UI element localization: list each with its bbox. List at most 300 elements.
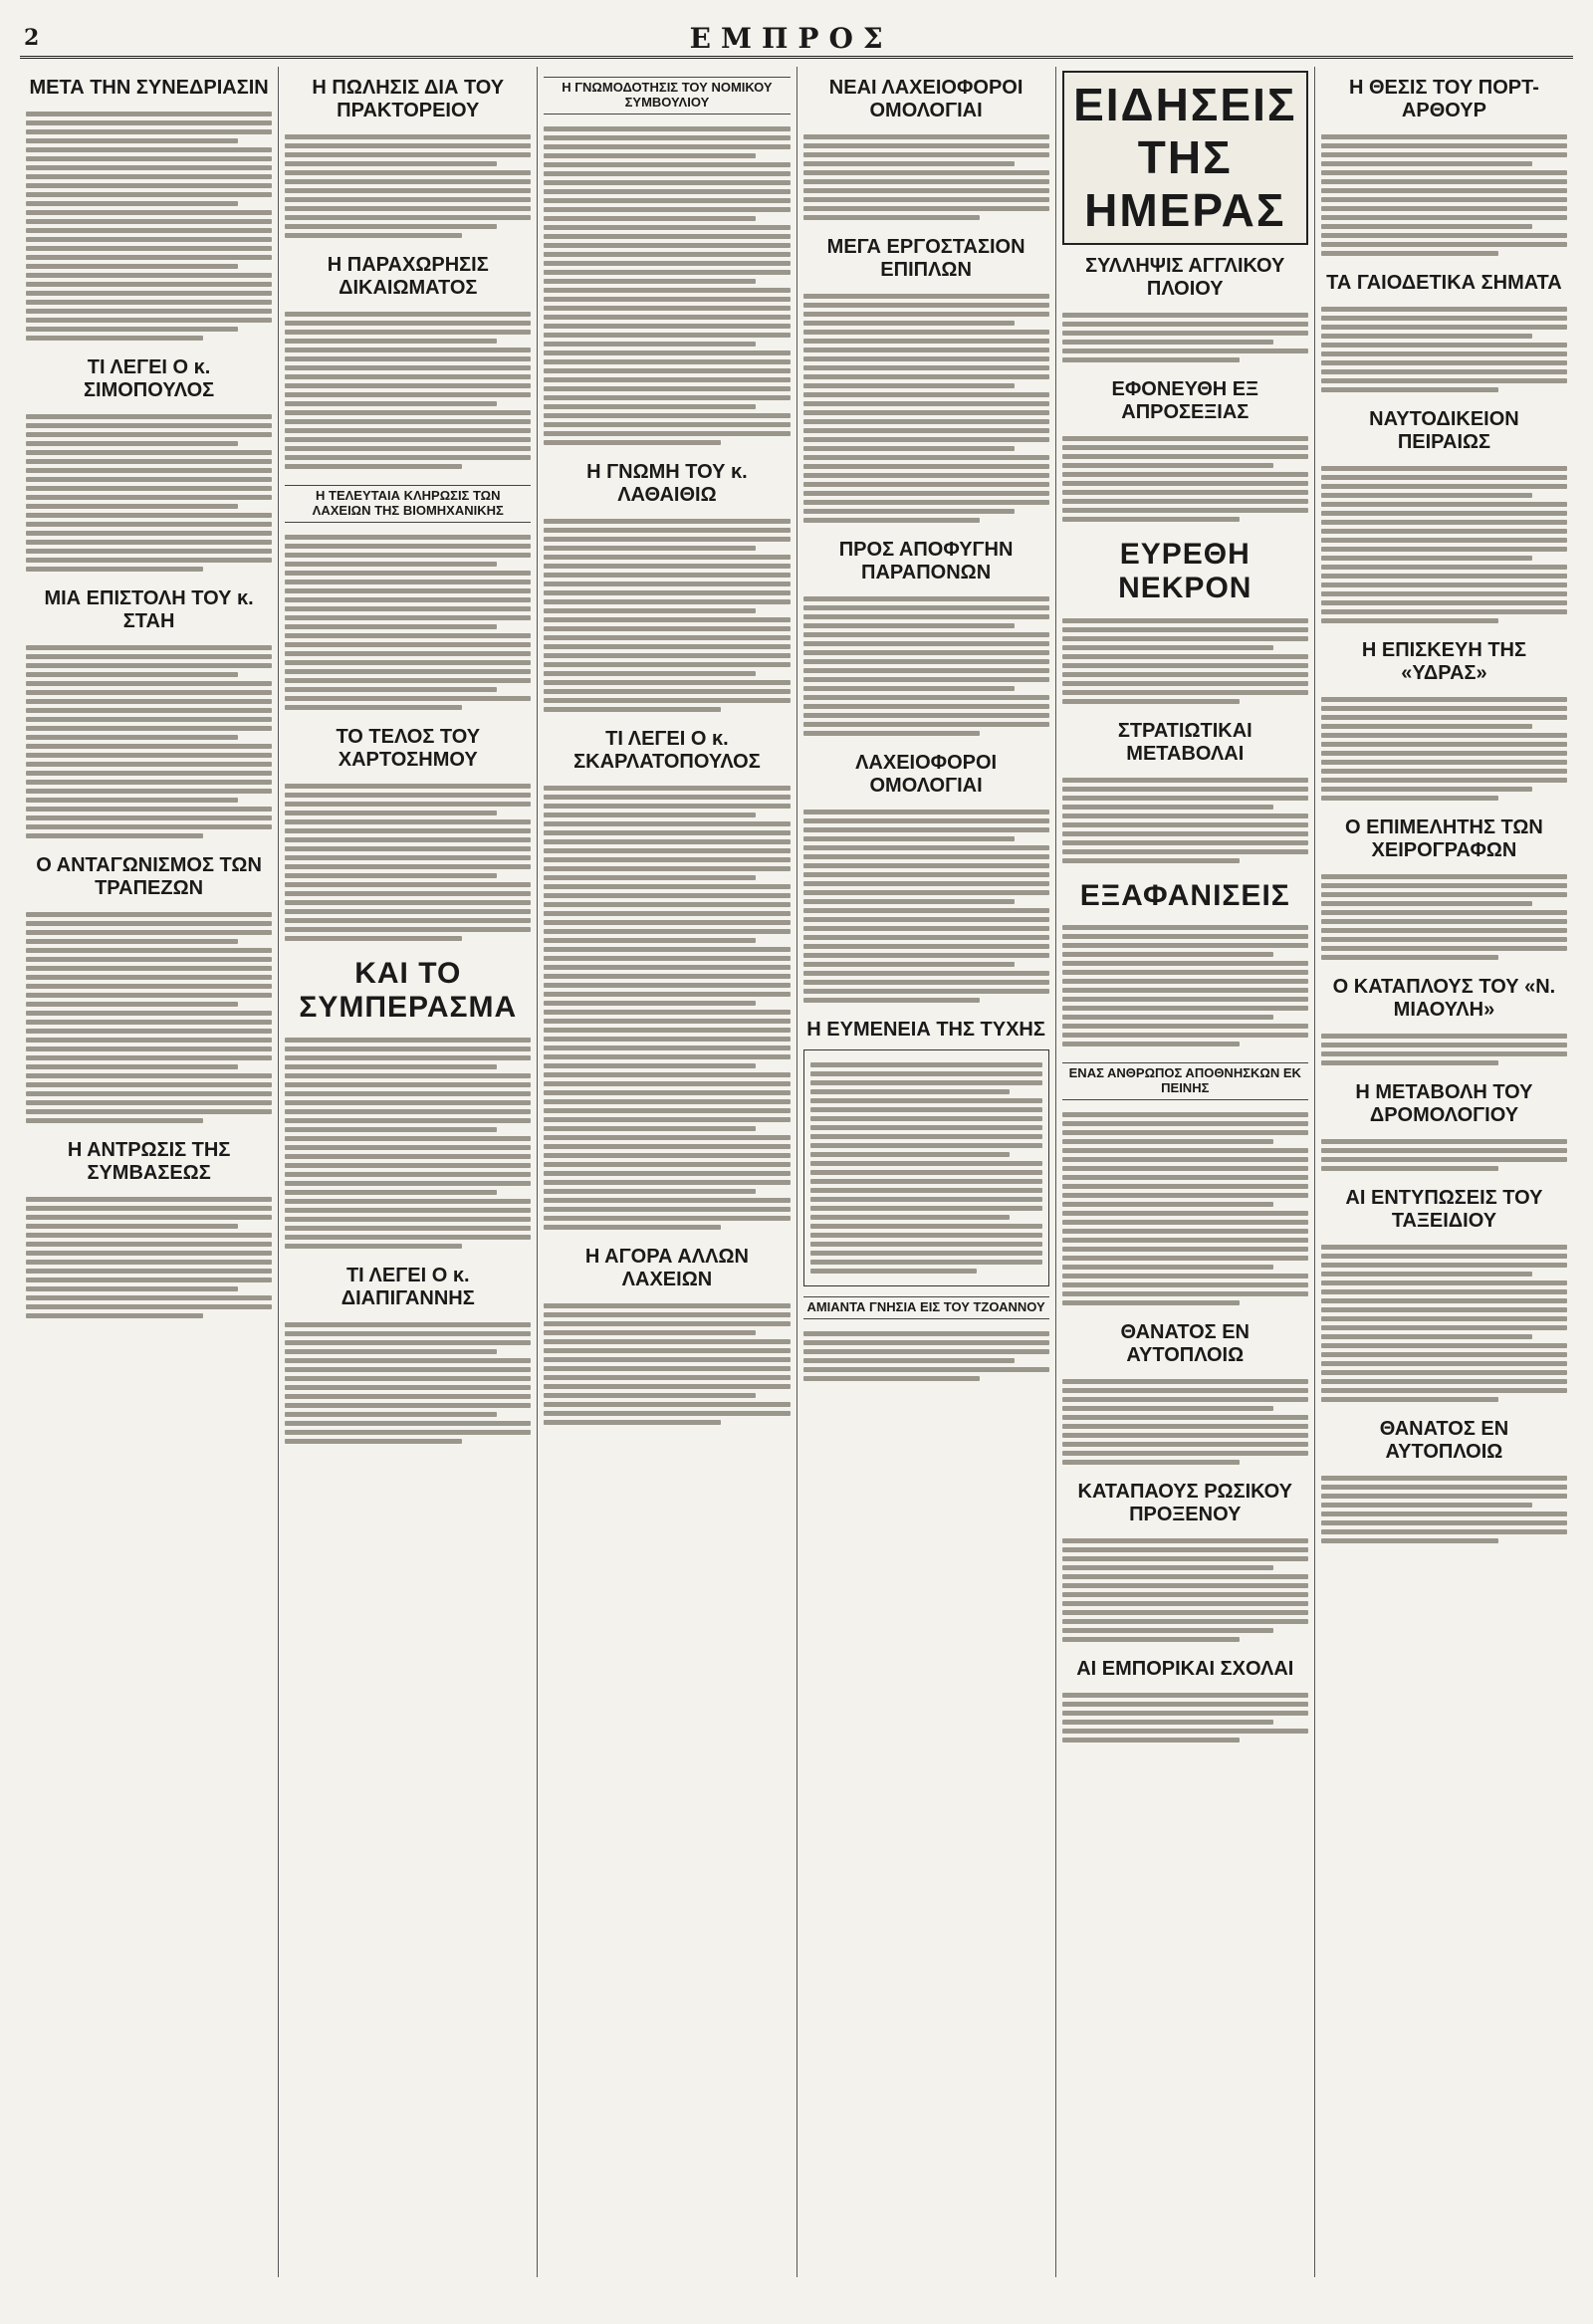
text-line: [1062, 934, 1308, 939]
text-line: [810, 1260, 1042, 1265]
text-line: [803, 836, 1016, 841]
headline: Η ΤΕΛΕΥΤΑΙΑ ΚΛΗΡΩΣΙΣ ΤΩΝ ΛΑΧΕΙΩΝ ΤΗΣ ΒΙΟΜΗΧΑΝΙΚΗΣ: [285, 485, 531, 523]
text-line: [1062, 1415, 1308, 1420]
text-line: [1321, 1379, 1567, 1384]
text-line: [285, 1064, 497, 1069]
text-line: [544, 1330, 756, 1335]
text-line: [803, 917, 1049, 922]
text-line: [26, 912, 272, 917]
text-line: [285, 1394, 531, 1399]
text-line: [544, 234, 790, 239]
text-line: [26, 1313, 203, 1318]
text-line: [1062, 1424, 1308, 1429]
text-line: [1062, 831, 1308, 836]
text-line: [544, 653, 790, 658]
text-line: [26, 477, 272, 482]
text-line: [1062, 690, 1308, 695]
text-line: [285, 571, 531, 576]
text-line: [26, 336, 203, 341]
text-line: [26, 540, 272, 545]
text-line: [26, 1002, 238, 1007]
column-4: [797, 67, 1056, 2277]
article-text: [285, 1316, 531, 1450]
text-line: [1321, 1289, 1567, 1294]
text-line: [803, 1358, 1016, 1363]
text-line: [544, 821, 790, 826]
text-line: [1062, 517, 1240, 522]
text-line: [544, 866, 790, 871]
text-line: [1321, 1370, 1567, 1375]
text-line: [285, 1385, 531, 1390]
text-line: [285, 1358, 531, 1363]
text-line: [26, 1011, 272, 1016]
headline: Η ΓΝΩΜΗ ΤΟΥ κ. ΛΑΘΑΙΘΙΩ: [586, 460, 748, 506]
headline: ΑΙ ΕΜΠΟΡΙΚΑΙ ΣΧΟΛΑΙ: [1076, 1658, 1294, 1681]
text-line: [1321, 796, 1498, 801]
text-line: [803, 713, 1049, 718]
text-line: [1321, 179, 1567, 184]
text-line: [285, 936, 462, 941]
text-line: [803, 935, 1049, 940]
text-line: [1062, 1229, 1308, 1234]
text-line: [1062, 1256, 1308, 1261]
text-line: [285, 837, 531, 842]
text-line: [1062, 1033, 1308, 1038]
text-line: [1321, 1245, 1567, 1250]
text-line: [1321, 1325, 1567, 1330]
article-text: [1062, 1687, 1308, 1748]
article-text: [544, 120, 790, 451]
text-line: [1062, 840, 1308, 845]
text-line: [1062, 787, 1308, 792]
headline: ΚΑΤΑΠΑΟΥΣ ΡΩΣΙΚΟΥ ΠΡΟΞΕΝΟΥ: [1077, 1481, 1292, 1526]
text-line: [803, 980, 1049, 985]
text-line: [1321, 910, 1567, 915]
text-line: [803, 614, 1049, 619]
text-line: [1321, 609, 1567, 614]
article-text: [544, 513, 790, 718]
text-line: [1321, 1520, 1567, 1525]
text-line: [1062, 1637, 1240, 1642]
text-line: [285, 197, 531, 202]
text-line: [26, 1269, 272, 1274]
text-line: [544, 1312, 790, 1317]
text-line: [26, 567, 203, 572]
text-line: [803, 677, 1049, 682]
article-text: [803, 804, 1049, 1009]
text-line: [1062, 1274, 1308, 1278]
text-line: [1321, 134, 1567, 139]
article-text: [1062, 1532, 1308, 1648]
text-line: [285, 553, 531, 558]
text-line: [1321, 493, 1533, 498]
text-line: [285, 419, 531, 424]
text-line: [810, 1251, 1042, 1256]
text-line: [26, 1215, 272, 1220]
text-line: [544, 126, 790, 131]
text-line: [544, 377, 790, 382]
headline: ΣΤΡΑΤΙΩΤΙΚΑΙ ΜΕΤΑΒΟΛΑΙ: [1117, 719, 1252, 765]
text-line: [26, 129, 272, 134]
text-line: [285, 392, 531, 397]
text-line: [1062, 1193, 1308, 1198]
text-line: [544, 1090, 790, 1095]
text-line: [803, 818, 1049, 823]
text-line: [544, 1198, 790, 1203]
text-line: [544, 813, 756, 817]
text-line: [1321, 892, 1567, 897]
text-line: [544, 1108, 790, 1113]
text-line: [544, 662, 790, 667]
text-line: [803, 179, 1049, 184]
text-line: [26, 558, 272, 563]
text-line: [1321, 769, 1567, 774]
text-line: [285, 1376, 531, 1381]
text-line: [26, 1029, 272, 1034]
headline: Η ΠΑΡΑΧΩΡΗΣΙΣ ΔΙΚΑΙΩΜΑΤΟΣ: [327, 254, 489, 299]
text-line: [1062, 1042, 1240, 1046]
text-line: [1062, 1693, 1308, 1698]
text-line: [803, 339, 1049, 344]
text-line: [803, 810, 1049, 814]
text-line: [544, 555, 790, 560]
text-line: [544, 1126, 756, 1131]
text-line: [1321, 724, 1533, 729]
text-line: [803, 1349, 1049, 1354]
text-line: [285, 1046, 531, 1051]
text-line: [1321, 1051, 1567, 1056]
text-line: [26, 120, 272, 125]
text-line: [803, 704, 1049, 709]
article-text: [803, 590, 1049, 742]
headline: ΜΕΓΑ ΕΡΓΟΣΤΑΣΙΟΝ ΕΠΙΠΛΩΝ: [826, 236, 1025, 281]
text-line: [26, 1197, 272, 1202]
article-text: [285, 128, 531, 244]
text-line: [1321, 582, 1567, 587]
text-line: [803, 143, 1049, 148]
text-line: [544, 216, 756, 221]
text-line: [26, 210, 272, 215]
text-line: [544, 581, 790, 586]
text-line: [544, 1162, 790, 1167]
text-line: [285, 206, 531, 211]
text-line: [544, 1037, 790, 1042]
text-line: [285, 633, 531, 638]
text-line: [26, 1109, 272, 1114]
text-line: [803, 401, 1049, 406]
text-line: [544, 279, 756, 284]
text-line: [810, 1179, 1042, 1184]
text-line: [285, 918, 531, 923]
text-line: [1321, 215, 1567, 220]
text-line: [1321, 1503, 1533, 1508]
text-line: [544, 180, 790, 185]
article-text: [1321, 691, 1567, 807]
text-line: [544, 1171, 790, 1176]
text-line: [1062, 472, 1308, 477]
text-line: [26, 264, 238, 269]
text-line: [285, 143, 531, 148]
text-line: [544, 830, 790, 835]
text-line: [1321, 520, 1567, 525]
text-line: [285, 134, 531, 139]
text-line: [285, 597, 531, 602]
text-line: [285, 1127, 497, 1132]
text-line: [285, 588, 531, 593]
headline: ΕΞΑΦΑΝΙΣΕΙΣ: [1079, 878, 1290, 912]
text-line: [544, 1180, 790, 1185]
text-line: [26, 690, 272, 695]
text-line: [26, 219, 272, 224]
text-line: [1062, 1175, 1308, 1180]
text-line: [803, 410, 1049, 415]
text-line: [1321, 484, 1567, 489]
text-line: [285, 1145, 531, 1150]
text-line: [544, 1303, 790, 1308]
text-line: [26, 966, 272, 971]
text-line: [803, 518, 981, 523]
text-line: [285, 1367, 531, 1372]
text-line: [1321, 1316, 1567, 1321]
text-line: [285, 855, 531, 860]
text-line: [1321, 547, 1567, 552]
text-line: [1321, 1334, 1533, 1339]
text-line: [1062, 1220, 1308, 1225]
text-line: [803, 392, 1049, 397]
text-line: [285, 374, 531, 379]
text-line: [1321, 152, 1567, 157]
text-line: [26, 156, 272, 161]
text-line: [26, 930, 272, 935]
text-line: [285, 437, 531, 442]
text-line: [285, 1109, 531, 1114]
text-line: [544, 1348, 790, 1353]
text-line: [26, 138, 238, 143]
text-line: [544, 1216, 790, 1221]
text-line: [1321, 170, 1567, 175]
text-line: [285, 1055, 531, 1060]
text-line: [1062, 663, 1308, 668]
text-line: [803, 962, 1016, 967]
text-line: [26, 273, 272, 278]
text-line: [26, 1064, 238, 1069]
text-line: [1062, 1711, 1308, 1716]
headline: ΘΑΝΑΤΟΣ ΕΝ ΑΥΤΟΠΛΟΙΩ: [1379, 1418, 1509, 1463]
text-line: [803, 170, 1049, 175]
article-text: [26, 906, 272, 1129]
article-text: [1321, 868, 1567, 966]
text-line: [1062, 858, 1240, 863]
text-line: [1321, 600, 1567, 605]
text-line: [803, 989, 1049, 994]
text-line: [1321, 206, 1567, 211]
text-line: [1062, 1166, 1308, 1171]
text-line: [26, 423, 272, 428]
text-line: [803, 641, 1049, 646]
text-line: [1062, 970, 1308, 975]
article-text: [544, 1297, 790, 1431]
text-line: [803, 312, 1049, 317]
text-line: [544, 1384, 790, 1389]
text-line: [1062, 1265, 1274, 1270]
text-line: [285, 651, 531, 656]
text-line: [803, 596, 1049, 601]
text-line: [26, 744, 272, 749]
text-line: [1321, 325, 1567, 330]
text-line: [803, 926, 1049, 931]
text-line: [544, 1099, 790, 1104]
text-line: [26, 174, 272, 179]
text-line: [26, 815, 272, 820]
text-line: [544, 965, 790, 970]
headline: Η ΠΩΛΗΣΙΣ ΔΙΑ ΤΟΥ ΠΡΑΚΤΟΡΕΙΟΥ: [312, 77, 505, 121]
text-line: [285, 1208, 531, 1213]
text-line: [1062, 627, 1308, 632]
text-line: [544, 911, 790, 916]
text-line: [544, 1019, 790, 1024]
text-line: [285, 233, 462, 238]
text-line: [1321, 1272, 1533, 1277]
text-line: [285, 828, 531, 833]
masthead: [20, 20, 1573, 59]
text-line: [803, 437, 1049, 442]
text-line: [1062, 979, 1308, 984]
text-line: [544, 198, 790, 203]
text-line: [810, 1224, 1042, 1229]
text-line: [285, 1100, 531, 1105]
text-line: [285, 321, 531, 326]
text-line: [1321, 937, 1567, 942]
headline: Η ΕΥΜΕΝΕΙΑ ΤΗΣ ΤΥΧΗΣ: [806, 1019, 1045, 1041]
text-line: [1062, 1211, 1308, 1216]
text-line: [810, 1080, 1042, 1085]
text-line: [285, 1403, 531, 1408]
text-line: [1321, 1388, 1567, 1393]
newspaper-page: [20, 20, 1573, 2280]
text-line: [1062, 357, 1240, 362]
headline: ΕΥΡΕΘΗ ΝΕΚΡΟΝ: [1118, 537, 1252, 605]
text-line: [1321, 751, 1567, 756]
text-line: [544, 1357, 790, 1362]
text-line: [810, 1089, 1011, 1094]
text-line: [803, 659, 1049, 664]
text-line: [26, 450, 272, 455]
text-line: [810, 1098, 1042, 1103]
text-line: [803, 152, 1049, 157]
text-line: [1321, 697, 1567, 702]
text-line: [1321, 1485, 1567, 1490]
text-line: [1321, 1476, 1567, 1481]
text-line: [285, 1322, 531, 1327]
text-line: [26, 1286, 238, 1291]
text-line: [544, 617, 790, 622]
text-line: [803, 695, 1049, 700]
headline: Η ΜΕΤΑΒΟΛΗ ΤΟΥ ΔΡΟΜΟΛΟΓΙΟΥ: [1355, 1081, 1533, 1126]
text-line: [1062, 636, 1308, 641]
headline: ΠΡΟΣ ΑΠΟΦΥΓΗΝ ΠΑΡΑΠΟΝΩΝ: [838, 539, 1014, 583]
text-line: [285, 811, 497, 815]
article-text: [285, 306, 531, 475]
text-line: [544, 1028, 790, 1033]
headline: Η ΑΝΤΡΩΣΙΣ ΤΗΣ ΣΥΜΒΑΣΕΩΣ: [67, 1139, 231, 1184]
text-line: [810, 1188, 1042, 1193]
text-line: [1062, 490, 1308, 495]
text-line: [26, 183, 272, 188]
text-line: [285, 1038, 531, 1043]
text-line: [544, 920, 790, 925]
text-line: [1062, 1738, 1240, 1743]
text-line: [1321, 143, 1567, 148]
article-text: [26, 1191, 272, 1324]
text-line: [1321, 511, 1567, 516]
text-line: [26, 112, 272, 116]
text-line: [1062, 1184, 1308, 1189]
text-line: [544, 243, 790, 248]
text-line: [285, 1136, 531, 1141]
text-line: [1062, 1702, 1308, 1707]
text-line: [26, 735, 238, 740]
text-line: [26, 228, 272, 233]
headline: Ο ΕΠΙΜΕΛΗΤΗΣ ΤΩΝ ΧΕΙΡΟΓΡΑΦΩΝ: [1345, 816, 1543, 861]
text-line: [544, 644, 790, 649]
text-line: [1321, 1538, 1498, 1543]
text-line: [803, 1331, 1049, 1336]
text-line: [26, 291, 272, 296]
text-line: [1062, 1538, 1308, 1543]
text-line: [26, 1233, 272, 1238]
text-line: [1062, 1291, 1308, 1296]
text-line: [544, 983, 790, 988]
text-line: [26, 993, 272, 998]
text-line: [803, 161, 1016, 166]
text-line: [26, 495, 272, 500]
text-line: [285, 1421, 531, 1426]
text-line: [1321, 1157, 1567, 1162]
text-line: [544, 1189, 756, 1194]
text-line: [1062, 1282, 1308, 1287]
text-line: [1321, 360, 1567, 365]
text-line: [803, 722, 1049, 727]
text-line: [26, 645, 272, 650]
text-line: [803, 686, 1016, 691]
boxed-notice: [803, 1049, 1049, 1286]
text-line: [1062, 322, 1308, 327]
text-line: [26, 984, 272, 989]
text-line: [1321, 1254, 1567, 1259]
text-line: [26, 672, 238, 677]
text-line: [810, 1152, 1011, 1157]
text-line: [803, 953, 1049, 958]
text-line: [1321, 874, 1567, 879]
text-line: [810, 1233, 1042, 1238]
text-line: [285, 624, 497, 629]
text-line: [1062, 436, 1308, 441]
text-line: [803, 944, 1049, 949]
text-line: [803, 294, 1049, 299]
text-line: [544, 1375, 790, 1380]
text-line: [544, 252, 790, 257]
text-line: [544, 270, 790, 275]
text-line: [803, 356, 1049, 361]
text-line: [285, 464, 462, 469]
text-line: [803, 330, 1049, 335]
headline: Η ΑΓΟΡΑ ΑΛΛΩΝ ΛΑΧΕΙΩΝ: [584, 1245, 749, 1290]
column-1: [20, 67, 279, 2277]
text-line: [544, 395, 790, 400]
text-line: [1321, 1034, 1567, 1039]
text-line: [1321, 715, 1567, 720]
text-line: [803, 650, 1049, 655]
